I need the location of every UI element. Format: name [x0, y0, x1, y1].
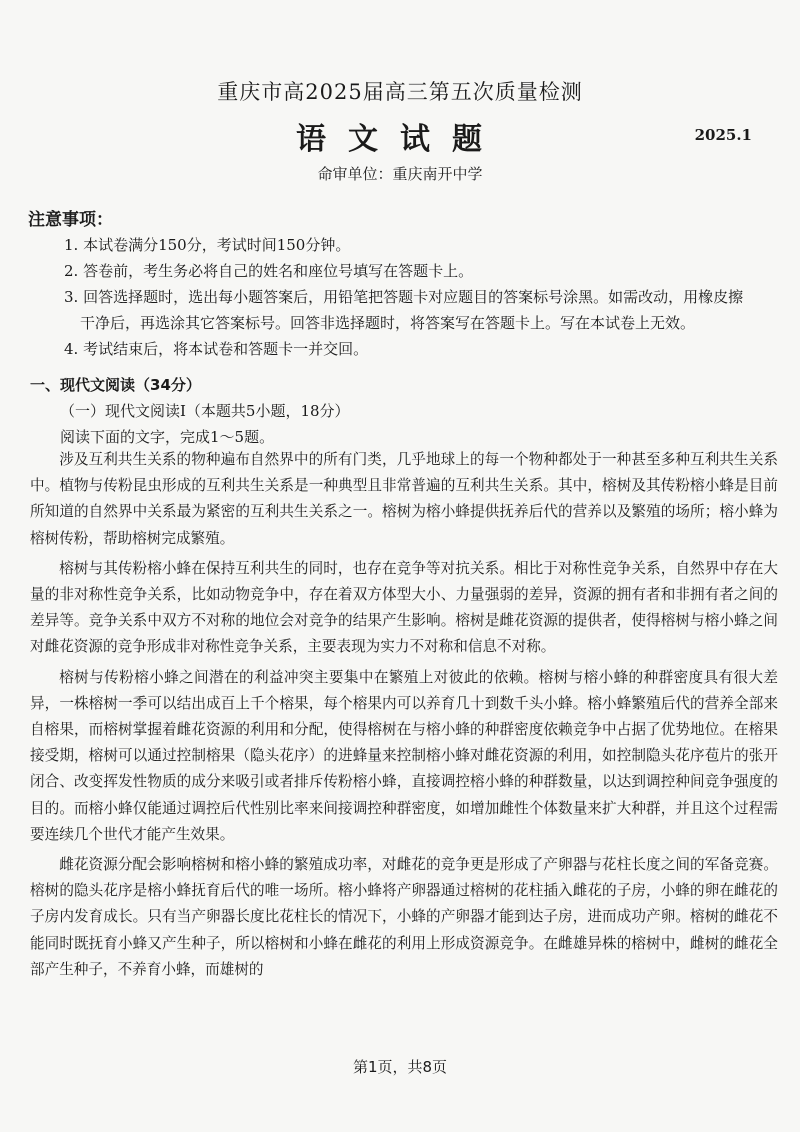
notice-item: [64, 232, 774, 258]
notice-item-text: 1. 本试卷满分150分，考试时间150分钟。: [64, 236, 351, 254]
notice-item: [64, 258, 774, 284]
section-heading: 一、现代文阅读（34分）: [30, 376, 201, 394]
section-subheading: （一）现代文阅读Ⅰ（本题共5小题，18分）: [60, 402, 350, 420]
passage-paragraph: 榕树与传粉榕小蜂之间潜在的利益冲突主要集中在繁殖上对彼此的依赖。榕树与榕小蜂的种群密度具有很大差异，一株榕树一季可以结出成百上千个榕果，每个榕果内可以养育几十到数千头小蜂。榕小蜂繁殖后代的营养全部来自榕果，而榕树掌握着雌花资源的利用和分配，使得榕树在与榕小蜂的种群密度依赖竞争中占据了优势地位。在榕果接受期，榕树可以通过控制榕果（隐头花序）的进蜂量来控制榕小蜂对雌花资源的利用，如控制隐头花序苞片的张开闭合、改变挥发性物质的成分来吸引或者排斥传粉榕小蜂，直接调控榕小蜂的种群数量，以达到调控种间竞争强度的目的。而榕小蜂仅能通过调控后代性别比率来间接调控种群密度，如增加雌性个体数量来扩大种群，并且这个过程需要连续几个世代才能产生效果。: [30, 668, 778, 843]
notice-item-text: 3. 回答选择题时，选出每小题答案后，用铅笔把答题卡对应题目的答案标号涂黑。如需改动，用橡皮擦: [64, 288, 744, 306]
passage-paragraph: 涉及互利共生关系的物种遍布自然界中的所有门类，几乎地球上的每一个物种都处于一种甚至多种互利共生关系中。植物与传粉昆虫形成的互利共生关系是一种典型且非常普遍的互利共生关系。其中，榕树及其传粉榕小蜂是目前所知道的自然界中关系最为紧密的互利共生关系之一。榕树为榕小蜂提供抚养后代的营养以及繁殖的场所；榕小蜂为榕树传粉，帮助榕树完成繁殖。: [30, 451, 778, 547]
subject-row: [0, 112, 800, 156]
exam-title: 重庆市高2025届高三第五次质量检测: [217, 80, 583, 104]
passage-paragraph: 榕树与其传粉榕小蜂在保持互利共生的同时，也存在竞争等对抗关系。相比于对称性竞争关系，自然界中存在大量的非对称性竞争关系，比如动物竞争中，存在着双方体型大小、力量强弱的差异，资源的拥有者和非拥有者之间的差异等。竞争关系中双方不对称的地位会对竞争的结果产生影响。榕树是雌花资源的提供者，使得榕树与榕小蜂之间对雌花资源的竞争形成非对称性竞争关系，主要表现为实力不对称和信息不对称。: [30, 559, 778, 656]
subject-title: 语文试题: [296, 122, 504, 157]
notice-item-continuation: 干净后，再选涂其它答案标号。回答非选择题时，将答案写在答题卡上。写在本试卷上无效。: [80, 314, 696, 332]
author-unit: 命审单位：重庆南开中学: [317, 165, 483, 183]
page-number: 第1页，共8页: [352, 1058, 448, 1076]
notice-heading: 注意事项：: [28, 210, 113, 230]
notice-item-text: 4. 考试结束后，将本试卷和答题卡一并交回。: [64, 340, 369, 358]
reading-instruction: 阅读下面的文字，完成1～5题。: [60, 428, 275, 446]
reading-passage: [30, 447, 778, 987]
exam-date: 2025.1: [694, 126, 752, 144]
notice-item: [64, 336, 774, 362]
notice-item-text: 2. 答卷前，考生务必将自己的姓名和座位号填写在答题卡上。: [64, 262, 474, 280]
passage-paragraph: 雌花资源分配会影响榕树和榕小蜂的繁殖成功率，对雌花的竞争更是形成了产卵器与花柱长度之间的军备竞赛。榕树的隐头花序是榕小蜂抚育后代的唯一场所。榕小蜂将产卵器通过榕树的花柱插入雌花的子房，小蜂的卵在雌花的子房内发育成长。只有当产卵器长度比花柱长的情况下，小蜂的产卵器才能到达子房，进而成功产卵。榕树的雌花不能同时既抚育小蜂又产生种子，所以榕树和小蜂在雌花的利用上形成资源竞争。在雌雄异株的榕树中，雌树的雌花全部产生种子，不养育小蜂，而雄树的: [30, 856, 778, 978]
notice-list: [64, 232, 774, 362]
notice-item: [64, 284, 774, 336]
